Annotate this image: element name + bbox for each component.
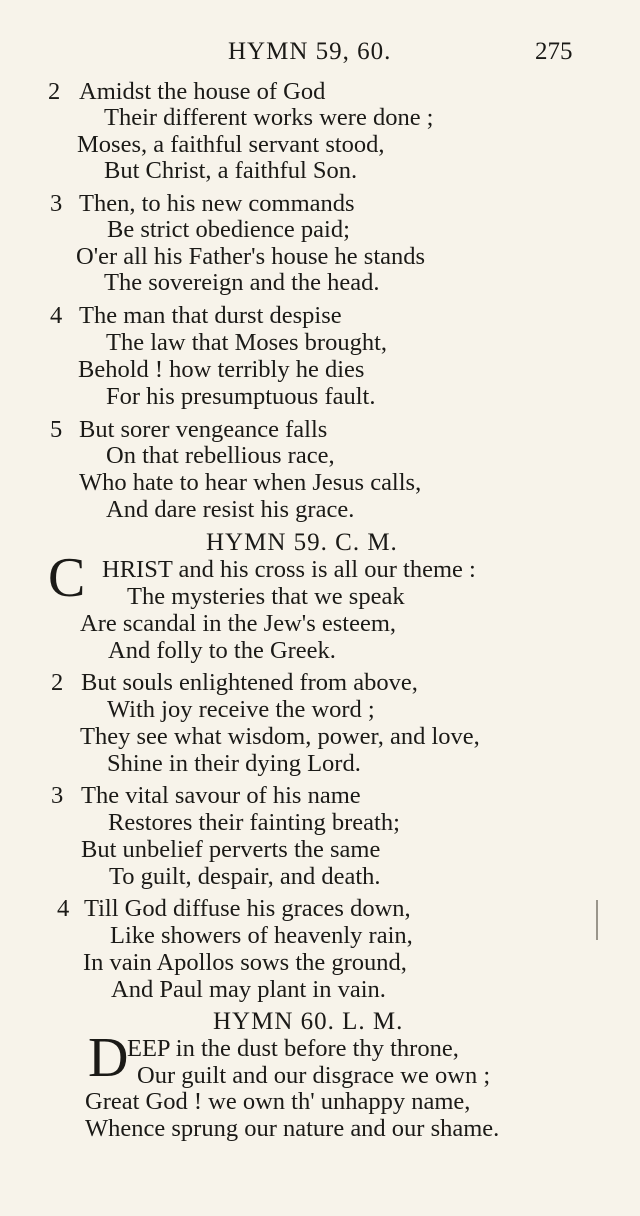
stanza-number: 5 — [50, 416, 63, 443]
stanza-number: 3 — [50, 190, 63, 217]
verse-line: Amidst the house of God — [79, 78, 326, 105]
verse-line: The vital savour of his name — [81, 782, 361, 809]
verse-line: But unbelief perverts the same — [81, 836, 381, 863]
verse-line: Be strict obedience paid; — [107, 216, 350, 243]
verse-line: Whence sprung our nature and our shame. — [85, 1115, 500, 1142]
stanza-number: 2 — [48, 78, 61, 105]
running-head — [0, 38, 640, 72]
verse-line: Restores their fainting breath; — [108, 809, 400, 836]
verse-line: And Paul may plant in vain. — [111, 976, 386, 1003]
verse-line: The man that durst despise — [79, 302, 342, 329]
stanza-number: 2 — [51, 669, 64, 696]
drop-cap: D — [88, 1027, 129, 1089]
verse-line: Who hate to hear when Jesus calls, — [79, 469, 422, 496]
stanza-number: 4 — [57, 895, 70, 922]
verse-line: Like showers of heavenly rain, — [110, 922, 413, 949]
verse-line: And dare resist his grace. — [106, 496, 355, 523]
verse-line: O'er all his Father's house he stands — [76, 243, 426, 270]
verse-line: But sorer vengeance falls — [79, 416, 328, 443]
verse-line: Moses, a faithful servant stood, — [77, 131, 385, 158]
verse-line: And folly to the Greek. — [108, 637, 336, 664]
verse-line: Great God ! we own th' unhappy name, — [85, 1088, 471, 1115]
verse-line: But Christ, a faithful Son. — [104, 157, 358, 184]
verse-line: Are scandal in the Jew's esteem, — [80, 610, 396, 637]
verse-line: But souls enlightened from above, — [81, 669, 418, 696]
drop-cap: C — [48, 547, 86, 609]
verse-line: Till God diffuse his graces down, — [84, 895, 411, 922]
margin-mark — [596, 900, 598, 940]
verse-line: They see what wisdom, power, and love, — [80, 723, 480, 750]
verse-line: With joy receive the word ; — [107, 696, 375, 723]
verse-line: On that rebellious race, — [106, 442, 335, 469]
hymn-60-title: HYMN 60. L. M. — [213, 1008, 404, 1035]
page-number: 275 — [535, 38, 573, 65]
verse-line: EEP in the dust before thy throne, — [127, 1035, 459, 1062]
verse-line: Shine in their dying Lord. — [107, 750, 361, 777]
verse-line: Then, to his new commands — [79, 190, 355, 217]
stanza-number: 4 — [50, 302, 63, 329]
verse-line: Behold ! how terribly he dies — [78, 356, 365, 383]
verse-line: Their different works were done ; — [104, 104, 434, 131]
verse-line: For his presumptuous fault. — [106, 383, 376, 410]
verse-line: The law that Moses brought, — [106, 329, 388, 356]
verse-line: The sovereign and the head. — [104, 269, 380, 296]
hymn-59-title: HYMN 59. C. M. — [206, 529, 398, 556]
verse-line: The mysteries that we speak — [127, 583, 405, 610]
verse-line: HRIST and his cross is all our theme : — [102, 556, 476, 583]
verse-line: In vain Apollos sows the ground, — [83, 949, 407, 976]
running-title: HYMN 59, 60. — [228, 38, 392, 65]
verse-line: Our guilt and our disgrace we own ; — [137, 1062, 491, 1089]
stanza-number: 3 — [51, 782, 64, 809]
verse-line: To guilt, despair, and death. — [109, 863, 381, 890]
